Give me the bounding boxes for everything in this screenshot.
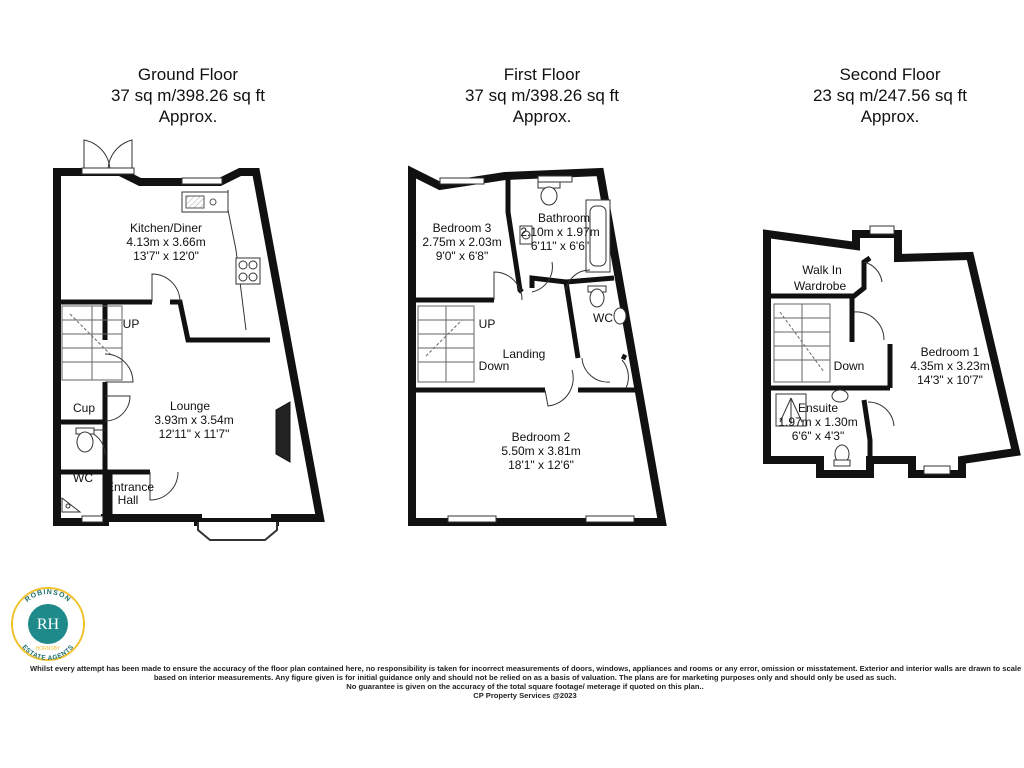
second-floor-plan: [767, 226, 1016, 474]
room-name-line2: Hall: [117, 493, 139, 507]
floor-name: Second Floor: [839, 65, 941, 84]
ensuite-toilet-icon: [834, 445, 850, 466]
floor-area: 37 sq m/398.26 sq ft: [110, 86, 266, 105]
stairs-label: UP: [122, 317, 140, 331]
room-name: Walk In: [802, 263, 842, 277]
second-floor-stairs: [774, 304, 830, 382]
stairs-label: Down: [478, 359, 510, 373]
robinson-hornsby-logo: [8, 584, 88, 664]
floor-approx: Approx.: [158, 107, 218, 126]
fireplace-icon: [276, 402, 290, 462]
room-name: WC: [73, 471, 93, 485]
window: [586, 516, 634, 522]
room-name: Entrance: [105, 480, 155, 494]
floor-approx: Approx.: [860, 107, 920, 126]
disclaimer: [30, 664, 1020, 700]
logo-top-text: ROBINSON: [24, 588, 72, 604]
disclaimer-line: based on interior measurements. Any figure given is for initial guidance only and should not be relied on as a basis of valuation. The plans are for marketing purposes only and should only be used as such.: [153, 673, 897, 682]
room-name-line2: Wardrobe: [793, 279, 847, 293]
wc-toilet-icon: [588, 286, 606, 307]
toilet-icon: [76, 428, 94, 452]
room-imperial: 9'0" x 6'8": [435, 249, 489, 263]
logo-mid-text: HORNSBY: [35, 646, 61, 652]
logo-initials: RH: [36, 616, 60, 633]
room-name: Lounge: [169, 399, 211, 413]
window: [440, 178, 484, 184]
room-imperial: 13'7" x 12'0": [133, 249, 199, 263]
logo-bottom-text: ESTATE AGENTS: [20, 643, 76, 663]
window: [448, 516, 496, 522]
window: [870, 226, 894, 234]
floor-area: 37 sq m/398.26 sq ft: [464, 86, 620, 105]
copyright-line: CP Property Services @2023: [473, 691, 577, 700]
room-name: Cup: [72, 401, 96, 415]
room-name: Bathroom: [537, 211, 591, 225]
room-imperial: 12'11" x 11'7": [158, 427, 230, 441]
floor-name: First Floor: [503, 65, 581, 84]
room-name: Kitchen/Diner: [129, 221, 203, 235]
wc-basin-icon: [614, 308, 626, 324]
kitchen-sink-icon: [182, 192, 228, 212]
room-imperial: 6'11" x 6'6": [530, 239, 590, 253]
first-floor-plan: [412, 172, 662, 522]
room-name: Bedroom 3: [432, 221, 492, 235]
room-metric: 4.35m x 3.23m: [910, 359, 990, 373]
basin-icon: [62, 498, 80, 512]
room-name: WC: [593, 311, 613, 325]
floor-approx: Approx.: [512, 107, 572, 126]
room-imperial: 14'3" x 10'7": [917, 373, 983, 387]
french-doors: [82, 140, 134, 174]
ground-floor-plan: [57, 140, 320, 540]
disclaimer-line: Whilst every attempt has been made to ensure the accuracy of the floor plan contained here, no responsibility is taken for incorrect measurements of doors, windows, appliances and rooms or any error, omission or misstatement. Exterior and interior walls are drawn to scale: [30, 664, 1022, 673]
room-name: Bedroom 1: [920, 345, 980, 359]
kitchen-window: [182, 178, 222, 184]
room-metric: 1.97m x 1.30m: [778, 415, 858, 429]
room-name: Landing: [502, 347, 546, 361]
toilet-icon: [538, 182, 560, 205]
wc-window: [82, 516, 104, 522]
bay-window: [198, 522, 277, 540]
room-imperial: 6'6" x 4'3": [791, 429, 845, 443]
hob-icon: [236, 258, 260, 284]
room-name: Ensuite: [797, 401, 839, 415]
room-name: Bedroom 2: [511, 430, 571, 444]
floor-area: 23 sq m/247.56 sq ft: [812, 86, 968, 105]
floor-name: Ground Floor: [137, 65, 239, 84]
stairs-label: UP: [478, 317, 496, 331]
room-metric: 2.10m x 1.97m: [520, 225, 600, 239]
room-imperial: 18'1" x 12'6": [508, 458, 574, 472]
room-metric: 2.75m x 2.03m: [422, 235, 502, 249]
first-floor-stairs: [418, 306, 474, 382]
room-metric: 4.13m x 3.66m: [126, 235, 206, 249]
room-metric: 5.50m x 3.81m: [501, 444, 581, 458]
room-metric: 3.93m x 3.54m: [154, 413, 234, 427]
disclaimer-line: No guarantee is given on the accuracy of the total square footage/ meterage if quoted on this plan..: [346, 682, 704, 691]
stairs-label: Down: [833, 359, 865, 373]
ground-floor-doors: [80, 274, 180, 500]
window: [538, 176, 572, 182]
ground-floor-stairs: [62, 306, 122, 380]
window: [924, 466, 950, 474]
